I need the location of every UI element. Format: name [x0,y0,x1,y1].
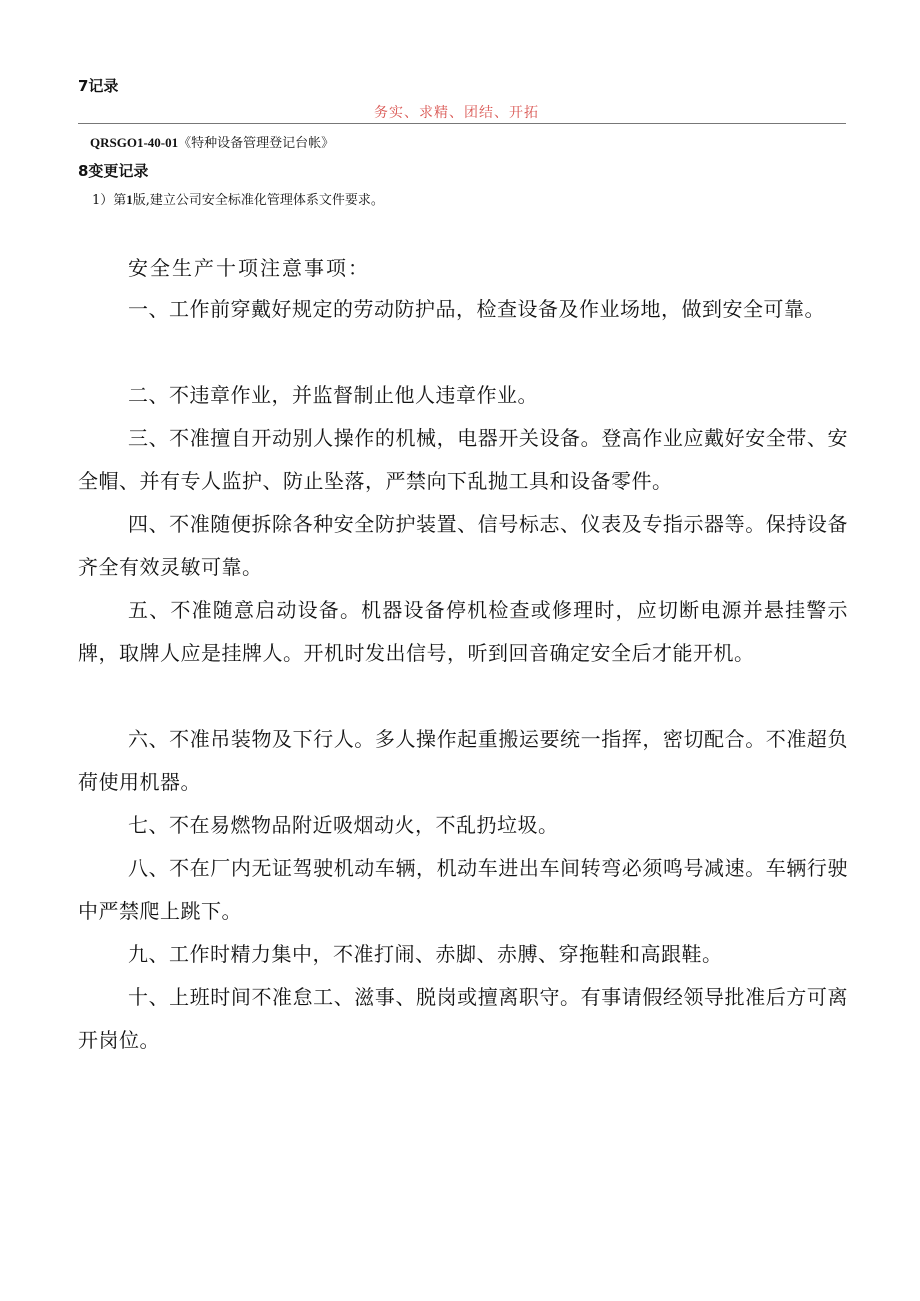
notice-item-4: 四、不准随便拆除各种安全防护装置、信号标志、仪表及专指示器等。保持设备齐全有效灵敏可靠。 [78,512,848,579]
notice-item-5: 五、不准随意启动设备。机器设备停机检查或修理时，应切断电源并悬挂警示牌，取牌人应是挂牌人。开机时发出信号，听到回音确定安全后才能开机。 [78,598,848,665]
records-heading: 7记录 [78,77,119,95]
change-item-version: 1 [126,192,133,207]
notice-item-1: 一、工作前穿戴好规定的劳动防护品，检查设备及作业场地，做到安全可靠。 [128,297,825,321]
change-item-suffix: 版,建立公司安全标准化管理体系文件要求。 [132,193,384,208]
changes-heading: 8变更记录 [78,162,149,180]
record-title: 《特种设备管理登记台帐》 [178,136,335,151]
notice-item-9: 九、工作时精力集中，不准打闹、赤脚、赤膊、穿拖鞋和高跟鞋。 [128,942,723,966]
notice-item-2: 二、不违章作业，并监督制止他人违章作业。 [128,383,538,407]
notice-item-8: 八、不在厂内无证驾驶机动车辆，机动车进出车间转弯必须鸣号减速。车辆行驶中严禁爬上跳下。 [78,856,848,923]
change-item-prefix: 1）第 [92,193,127,208]
notice-item-7: 七、不在易燃物品附近吸烟动火，不乱扔垃圾。 [128,813,559,837]
record-item [90,133,334,154]
notice-title: 安全生产十项注意事项： [128,256,370,280]
notice-item-3: 三、不准擅自开动别人操作的机械，电器开关设备。登高作业应戴好安全带、安全帽、并有专人监护、防止坠落，严禁向下乱抛工具和设备零件。 [78,426,848,493]
notice-item-10: 十、上班时间不准怠工、滋事、脱岗或擅离职守。有事请假经领导批准后方可离开岗位。 [78,985,848,1052]
header-divider [78,123,846,124]
change-item [92,190,384,211]
record-code: QRSGO1-40-01 [90,135,179,150]
header-motto: 务实、求精、团结、开拓 [374,105,539,121]
notice-item-6: 六、不准吊装物及下行人。多人操作起重搬运要统一指挥，密切配合。不准超负荷使用机器。 [78,727,848,794]
